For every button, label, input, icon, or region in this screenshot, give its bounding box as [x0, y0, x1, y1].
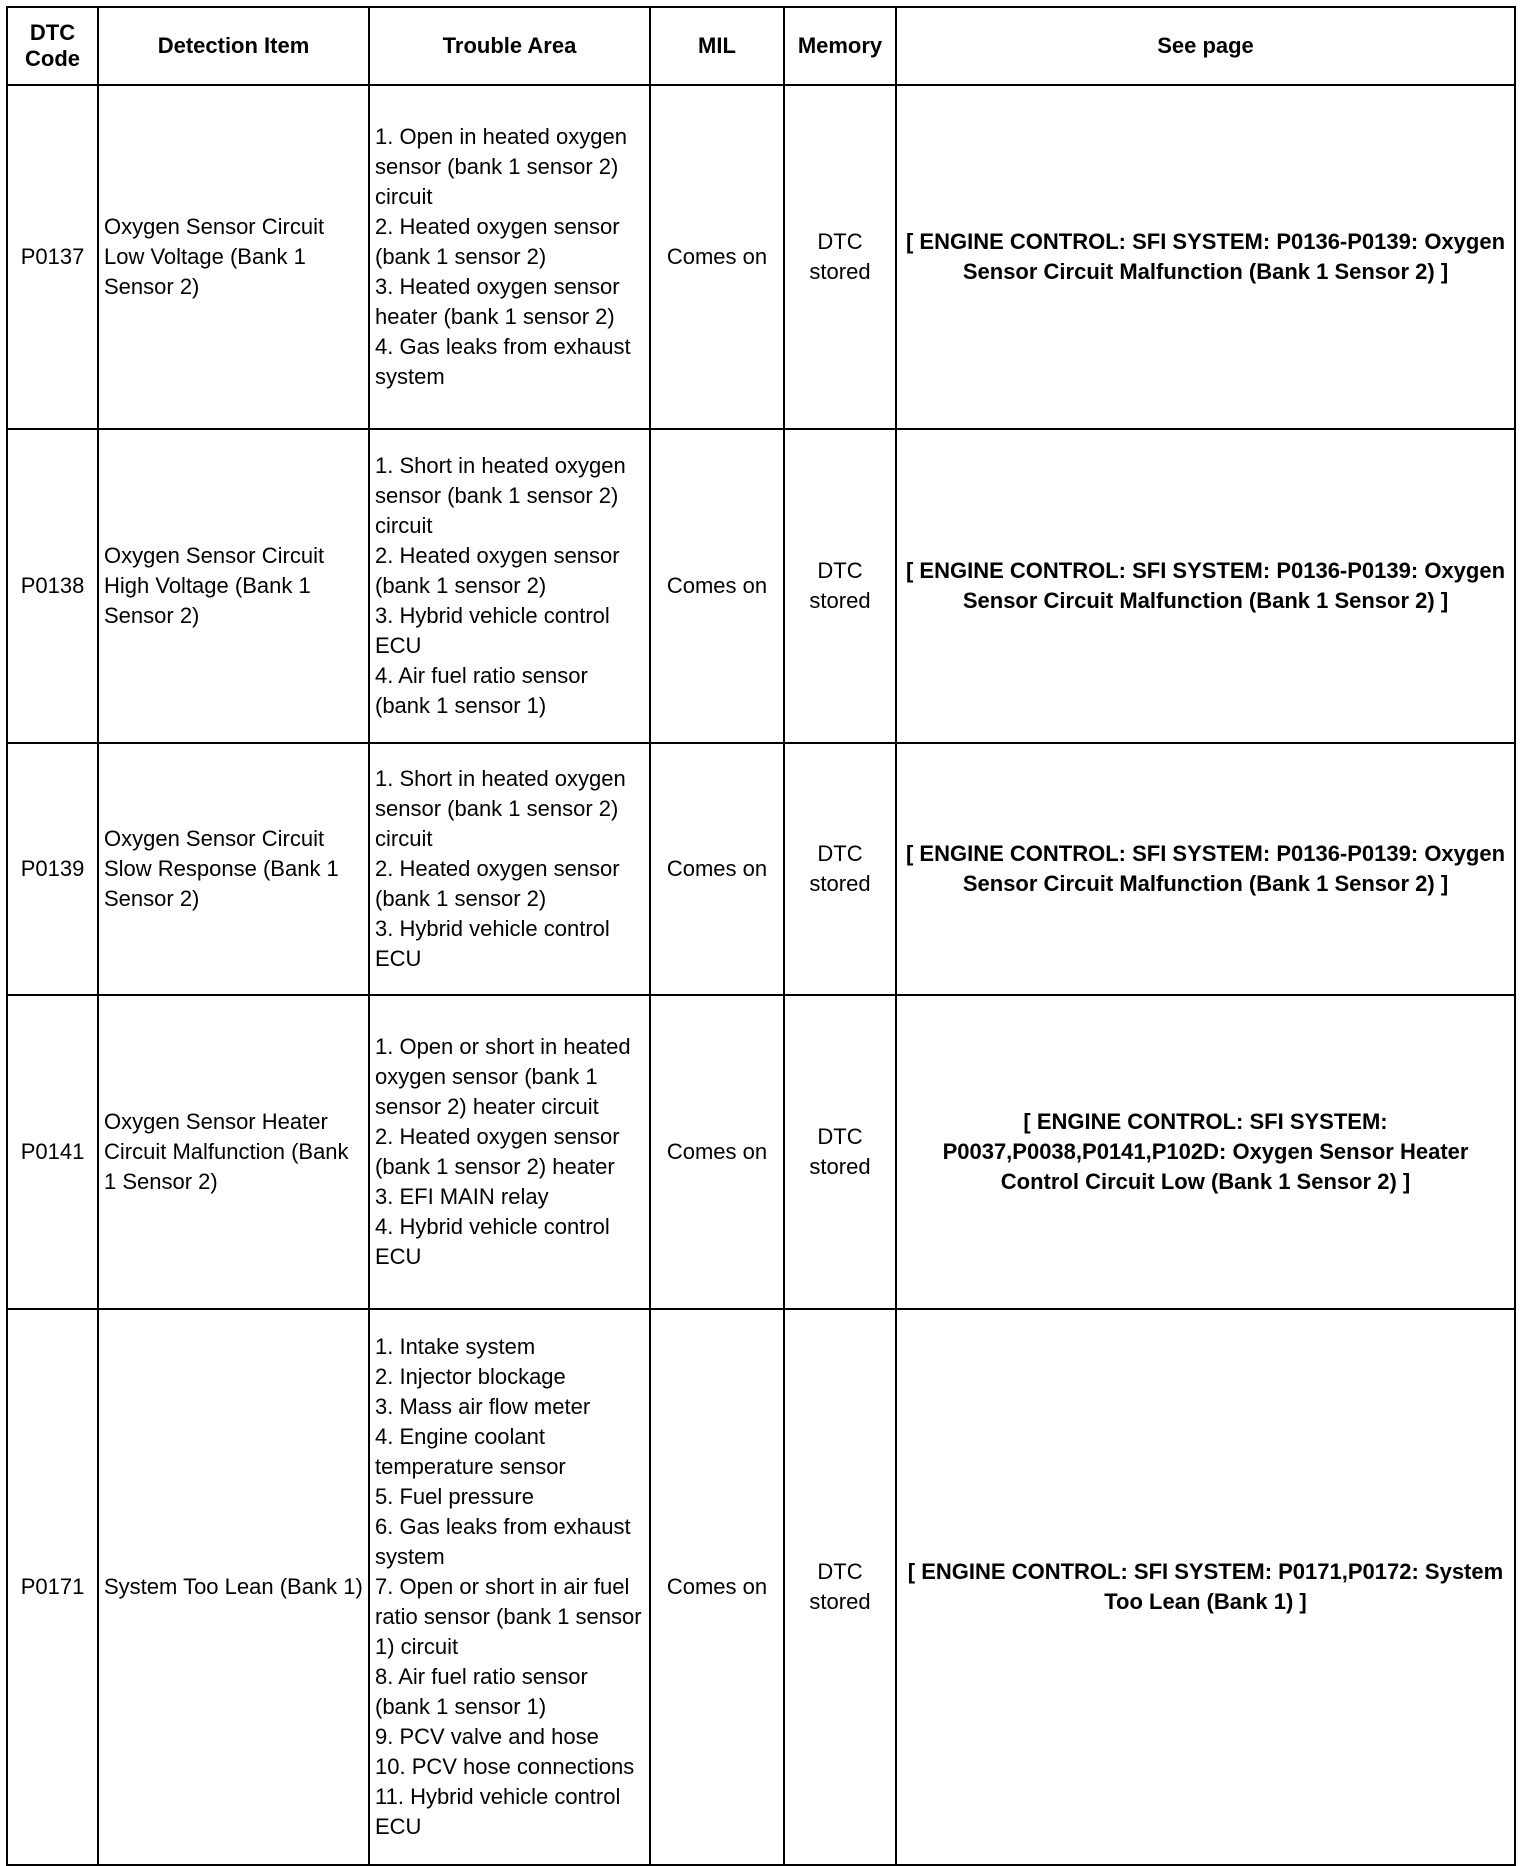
- trouble-item: 1. Intake system: [375, 1334, 536, 1359]
- header-memory: Memory: [784, 7, 896, 85]
- trouble-item: 7. Open or short in air fuel ratio sensor (bank 1 sensor 1) circuit: [375, 1574, 642, 1659]
- mil-status: Comes on: [650, 429, 784, 743]
- memory-line: DTC: [817, 1124, 863, 1149]
- trouble-area: [369, 429, 650, 743]
- dtc-code: P0171: [7, 1309, 98, 1865]
- memory-status: [784, 429, 896, 743]
- trouble-item: 5. Fuel pressure: [375, 1484, 534, 1509]
- table-row: [7, 743, 1515, 995]
- trouble-item: 3. Mass air flow meter: [375, 1394, 591, 1419]
- memory-line: stored: [809, 1589, 871, 1614]
- table-row: [7, 85, 1515, 429]
- trouble-item: 4. Air fuel ratio sensor (bank 1 sensor 1): [375, 663, 588, 718]
- memory-line: DTC: [817, 558, 863, 583]
- trouble-item: 4. Hybrid vehicle control ECU: [375, 1214, 610, 1269]
- trouble-item: 2. Heated oxygen sensor (bank 1 sensor 2): [375, 543, 620, 598]
- memory-status: [784, 743, 896, 995]
- trouble-item: 1. Short in heated oxygen sensor (bank 1 sensor 2) circuit: [375, 766, 626, 851]
- trouble-item: 3. EFI MAIN relay: [375, 1184, 549, 1209]
- dtc-code: P0137: [7, 85, 98, 429]
- detection-item: Oxygen Sensor Circuit Slow Response (Bank 1 Sensor 2): [98, 743, 369, 995]
- mil-status: Comes on: [650, 85, 784, 429]
- see-page-link[interactable]: [ ENGINE CONTROL: SFI SYSTEM: P0136-P0139: Oxygen Sensor Circuit Malfunction (Bank 1 Sensor 2) ]: [896, 429, 1515, 743]
- trouble-item: 3. Hybrid vehicle control ECU: [375, 916, 610, 971]
- detection-item: System Too Lean (Bank 1): [98, 1309, 369, 1865]
- dtc-code: P0141: [7, 995, 98, 1309]
- trouble-area: [369, 743, 650, 995]
- see-page-link[interactable]: [ ENGINE CONTROL: SFI SYSTEM: P0136-P0139: Oxygen Sensor Circuit Malfunction (Bank 1 Sensor 2) ]: [896, 85, 1515, 429]
- detection-item: Oxygen Sensor Circuit Low Voltage (Bank 1 Sensor 2): [98, 85, 369, 429]
- table-row: [7, 429, 1515, 743]
- see-page-link[interactable]: [ ENGINE CONTROL: SFI SYSTEM: P0037,P0038,P0141,P102D: Oxygen Sensor Heater Control Circuit Low (Bank 1 Sensor 2) ]: [896, 995, 1515, 1309]
- trouble-item: 9. PCV valve and hose: [375, 1724, 599, 1749]
- header-mil: MIL: [650, 7, 784, 85]
- trouble-item: 2. Heated oxygen sensor (bank 1 sensor 2): [375, 856, 620, 911]
- dtc-code: P0138: [7, 429, 98, 743]
- memory-status: [784, 995, 896, 1309]
- memory-status: [784, 85, 896, 429]
- trouble-item: 2. Heated oxygen sensor (bank 1 sensor 2) heater: [375, 1124, 620, 1179]
- memory-status: [784, 1309, 896, 1865]
- dtc-table: [6, 6, 1516, 1866]
- memory-line: DTC: [817, 1559, 863, 1584]
- detection-item: Oxygen Sensor Circuit High Voltage (Bank 1 Sensor 2): [98, 429, 369, 743]
- trouble-area: [369, 995, 650, 1309]
- see-page-link[interactable]: [ ENGINE CONTROL: SFI SYSTEM: P0136-P0139: Oxygen Sensor Circuit Malfunction (Bank 1 Sensor 2) ]: [896, 743, 1515, 995]
- trouble-area: [369, 1309, 650, 1865]
- table-row: [7, 995, 1515, 1309]
- header-trouble-area: Trouble Area: [369, 7, 650, 85]
- see-page-link[interactable]: [ ENGINE CONTROL: SFI SYSTEM: P0171,P0172: System Too Lean (Bank 1) ]: [896, 1309, 1515, 1865]
- dtc-code: P0139: [7, 743, 98, 995]
- trouble-item: 4. Gas leaks from exhaust system: [375, 334, 631, 389]
- trouble-item: 2. Heated oxygen sensor (bank 1 sensor 2): [375, 214, 620, 269]
- memory-line: stored: [809, 588, 871, 613]
- trouble-item: 1. Short in heated oxygen sensor (bank 1 sensor 2) circuit: [375, 453, 626, 538]
- trouble-item: 4. Engine coolant temperature sensor: [375, 1424, 566, 1479]
- trouble-item: 2. Injector blockage: [375, 1364, 566, 1389]
- header-row: [7, 7, 1515, 85]
- trouble-item: 6. Gas leaks from exhaust system: [375, 1514, 631, 1569]
- trouble-item: 3. Hybrid vehicle control ECU: [375, 603, 610, 658]
- trouble-item: 3. Heated oxygen sensor heater (bank 1 sensor 2): [375, 274, 620, 329]
- detection-item: Oxygen Sensor Heater Circuit Malfunction (Bank 1 Sensor 2): [98, 995, 369, 1309]
- mil-status: Comes on: [650, 743, 784, 995]
- header-detection-item: Detection Item: [98, 7, 369, 85]
- trouble-item: 8. Air fuel ratio sensor (bank 1 sensor 1): [375, 1664, 588, 1719]
- header-see-page: See page: [896, 7, 1515, 85]
- memory-line: stored: [809, 259, 871, 284]
- memory-line: DTC: [817, 229, 863, 254]
- table-row: [7, 1309, 1515, 1865]
- trouble-item: 1. Open or short in heated oxygen sensor (bank 1 sensor 2) heater circuit: [375, 1034, 631, 1119]
- trouble-area: [369, 85, 650, 429]
- mil-status: Comes on: [650, 995, 784, 1309]
- mil-status: Comes on: [650, 1309, 784, 1865]
- memory-line: DTC: [817, 841, 863, 866]
- header-dtc-code: DTC Code: [7, 7, 98, 85]
- memory-line: stored: [809, 871, 871, 896]
- memory-line: stored: [809, 1154, 871, 1179]
- trouble-item: 10. PCV hose connections: [375, 1754, 635, 1779]
- trouble-item: 1. Open in heated oxygen sensor (bank 1 sensor 2) circuit: [375, 124, 627, 209]
- trouble-item: 11. Hybrid vehicle control ECU: [375, 1784, 621, 1839]
